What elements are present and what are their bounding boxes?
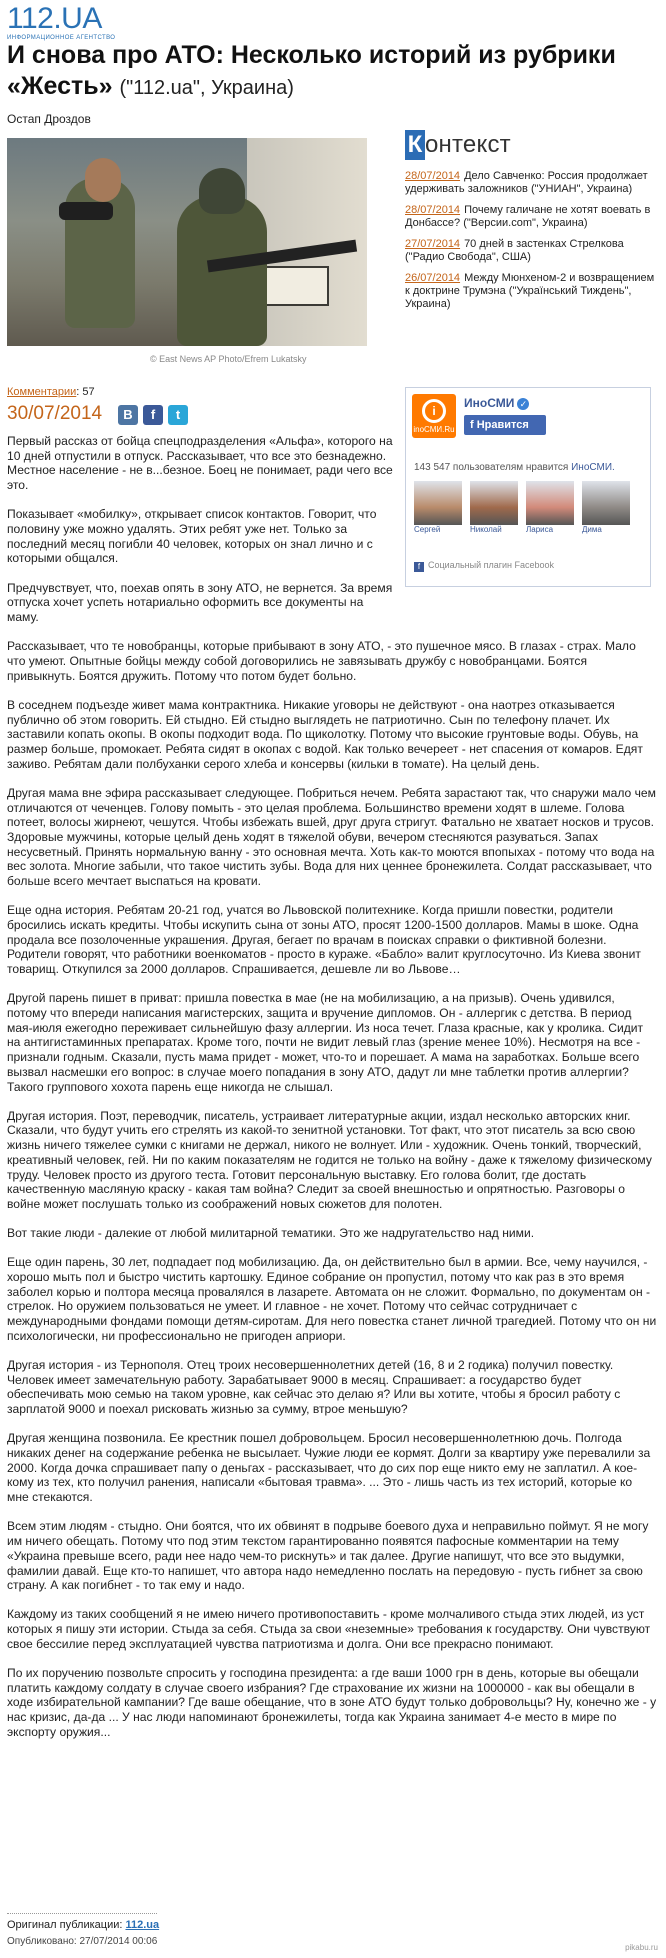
article-paragraph: Еще один парень, 30 лет, подпадает под мобилизацию. Да, он действительно был в армии. Все, чему научился, - хорошо мыть пол и быстро чистить картошку. Единое собрание он пропустил, потому что как раз в это время заболел корью и полтора месяца провалялся в лазарете. Автомата он не сложит. Формально, по документам он - стрелок. Но оружием пользоваться не умеет. И главное - не хочет. Потому что сейчас сотрудничает с международными фондами помощи детям-сиротам. Для него повестка станет личной трагедией. Потому что он ни психологически, ни профессионально не пригоден априори. bbox=[7, 1255, 657, 1343]
article-paragraph: Рассказывает, что те новобранцы, которые прибывают в зону АТО, - это пушечное мясо. В глазах - страх. Мало что умеют. Опытные бойцы между собой договорились не завязывать дружбу с новобранцами. Боятся привыкнуть. Боятся дружить. Потому что потом будет больно. bbox=[7, 639, 636, 683]
context-item[interactable] bbox=[405, 170, 655, 196]
context-item-title[interactable]: 70 дней в застенках Стрелкова ("Радио Свобода", США) bbox=[405, 238, 624, 263]
facebook-share-icon[interactable]: f bbox=[143, 405, 163, 425]
article-paragraph: Показывает «мобилку», открывает список контактов. Говорит, что половину уже можно удалять. Этих ребят уже нет. Только за последний месяц погибли 40 человек, которых он знал лично и с которыми общался. bbox=[7, 507, 377, 566]
article-paragraph: Другой парень пишет в приват: пришла повестка в мае (не на мобилизацию, а на призыв). Очень удивился, потому что впереди написания магистерских, защита и вручение дипломов. Он - аллергик с детства. В период мая-июля ежегодно переживает сильнейшую фазу аллергии. Из носа течет. Глаза красные, как у кролика. Сидит на антигистаминных препаратах. Кроме того, почти не видит левый глаз (зрение менее 10%). Несмотря на все - признали годным. Сказали, пусть мама придет - может, что-то и порешает. А мама на заработках. Больше всего вызвал насмешки его вопрос: в случае моего попадания в зону АТО, дадут ли мне таблетки против аллергии? Такого группового хохота парень еще никогда не слышал. bbox=[7, 991, 644, 1094]
article-paragraph: Другая история. Поэт, переводчик, писатель, устраивает литературные акции, издал несколько авторских книг. Сказали, что будут учить его стрелять из какой-то зенитной установки. Тот факт, что этот писатель за всю свою жизнь ничего тяжелее сумки с книгами не держал, никого не волнует. Или - художник. Очень тонкий, творческий, креативный человек, гей. Ни по каким показателям не годится не только на войну - даже к тяжелому физическому труду. Человек просто из другого теста. Готовит персональную выставку. Его голова болит, где достать качественную масляную краску - какая там война? Следит за своей внешностью и опрятностью. Разговоры о войне может послушать только из соображений новых сюжетов для полотен. bbox=[7, 1108, 652, 1211]
photo-caption: © East News AP Photo/Efrem Lukatsky bbox=[150, 354, 307, 364]
comments-count: 57 bbox=[82, 386, 95, 398]
article-paragraph: Другая мама вне эфира рассказывает следующее. Побриться нечем. Ребята зарастают так, что снаружи мало чем отличаются от чеченцев. Голову помыть - это целая проблема. Большинство времени ходят в шлеме. Голова потеет, волосы жирнеют, чешутся. Чтобы избежать вшей, друг друга стригут. Фатально не хватает носков и трусов. Здоровые мужчины, которые целый день ходят в тяжелой обуви, вечером стесняются разуваться. Запах несусветный. Принять нормальную ванну - это основная мечта. Хоть как-то моются впопыхах - потому что вода на вес золота. Многие забыли, что такое чистить зубы. Вода для них ценнее бронежилета. Солдат рассказывает, что больше всего мечтает выспаться на кровати. bbox=[7, 785, 656, 889]
article-paragraph: Каждому из таких сообщений я не имею ничего противопоставить - кроме молчаливого стыда этих людей, из уст которых я пишу эти истории. Стыда за себя. Стыда за свои «неземные» требования к государству. Они чувствуют свое бессилие перед эксплуатацией чувства патриотизма и долга. Они все прекрасно понимают. bbox=[7, 1607, 651, 1651]
context-item[interactable] bbox=[405, 238, 655, 264]
article-date: 30/07/2014 bbox=[7, 403, 103, 424]
fan-name: Сергей bbox=[414, 525, 441, 534]
article-paragraph: По их поручению позвольте спросить у господина президента: а где ваши 1000 грн в день, которые вы обещали платить каждому солдату в случае своего избрания? Где страхование их жизни на 1000000 - как вы обещали в ходе избирательной кампании? Где ваше обещание, что в зоне АТО будут только добровольцы? Ну, конечно же - у нас кризис, да-да ... У нас люди напоминают бронежилеты, тогда как Украина занимает 4-е место в мире по экспорту оружия... bbox=[7, 1666, 657, 1739]
article-paragraph: Предчувствует, что, поехав опять в зону АТО, не вернется. За время отпуска хочет успеть нотариально оформить все документы на маму. bbox=[7, 580, 393, 625]
facebook-icon: f bbox=[414, 562, 424, 572]
context-item-title[interactable]: Дело Савченко: Россия продолжает удерживать заложников ("УНИАН", Украина) bbox=[405, 170, 648, 195]
context-item[interactable] bbox=[405, 272, 655, 311]
vk-share-icon[interactable]: B bbox=[118, 405, 138, 425]
article-title bbox=[7, 40, 657, 104]
context-item[interactable] bbox=[405, 204, 655, 230]
fan-name: Дима bbox=[582, 525, 602, 534]
verified-icon: ✓ bbox=[517, 398, 529, 410]
logo-text: 112.UA bbox=[7, 2, 102, 35]
like-button[interactable]: f Нравится bbox=[464, 415, 546, 435]
article-paragraph: Вот такие люди - далекие от любой милитарной тематики. Это же надругательство над ними. bbox=[7, 1226, 535, 1241]
article-paragraph: Первый рассказ от бойца спецподразделения «Альфа», которого на 10 дней отпустили в отпуск. Рассказывает, что все это безнадежно. Местное население - не в...безное. Боец не понимает, ради чего все это. bbox=[7, 434, 393, 493]
fan-name: Лариса bbox=[526, 525, 554, 534]
site-logo[interactable] bbox=[7, 4, 115, 41]
article-paragraph: Другая женщина позвонила. Ее крестник пошел добровольцем. Бросил несовершеннолетнюю дочь. Полгода никаких денег на содержание ребенка не высылает. Чужие люди ее кормят. Долги за квартиру уже перевалили за 2000. Когда дочка спрашивает папу о деньгах - рассказывает, что до сих пор еще никто ему не заплатил. А кое-кому из тех, кто получил ранения, написали «бытовая травма». ... Это - лишь часть из тех историй, которые ко мне стекаются. bbox=[7, 1431, 651, 1505]
title-source: ("112.ua", Украина) bbox=[119, 77, 294, 99]
context-panel bbox=[405, 130, 655, 311]
article-paragraph: Другая история - из Тернополя. Отец троих несовершеннолетних детей (16, 8 и 2 годика) получил повестку. Человек имеет замечательную работу. Зарабатывает 9000 в месяц. Спрашивает: а государство будет обеспечивать мою семью на таком уровне, как сейчас это делаю я? Или вы хотите, чтобы я бросил работу с зарплатой 9000 и поехал рисковать жизнью за сумму, втрое меньшую? bbox=[7, 1358, 621, 1417]
article-paragraph: В соседнем подъезде живет мама контрактника. Никакие уговоры не действуют - она наотрез отказывается публично об этом говорить. Ей стыдно. Ей стыдно выглядеть не патриотично. Сын по телефону плачет. Их заставили копать окопы. В окопы подходит вода. По щиколотку. Потому что высокие грунтовые воды. Обувь, на размер больше, промокает. Ребята сидят в окопах с водой. Как только вечереет - нет спасения от комаров. Едят заживо. Ребятам дали полбуханки серого хлеба и консервы (кильки в томате). На целый день. bbox=[7, 697, 643, 771]
inosmi-logo-icon[interactable]: i inoСМИ.Ru bbox=[412, 394, 456, 438]
widget-page-name[interactable]: ИноСМИ ✓ bbox=[464, 396, 529, 410]
article-paragraph: Всем этим людям - стыдно. Они боятся, что их обвинят в подрыве боевого духа и неправильно поймут. Я не могу им ничего обещать. Потому что под этим текстом гарантированно появятся пафосные комментарии на тему «Украина превыше всего, ради нее надо чем-то рискнуть» и так далее. Другие напишут, что все это выдумки, фамилии давай. Еще кто-то напишет, что автора надо немедленно послать на передовую - пусть гибнет за свою страну. А как погибнет - то так ему и надо. bbox=[7, 1519, 649, 1593]
comments-counter: Комментарии: 57 bbox=[7, 386, 95, 398]
plugin-footer: f Социальный плагин Facebook bbox=[414, 560, 554, 572]
context-item-title[interactable]: Между Мюнхеном-2 и возвращением к доктрине Трумэна ("Український Тиждень", Украина) bbox=[405, 272, 655, 310]
article-photo bbox=[7, 138, 367, 346]
watermark: pikabu.ru bbox=[625, 1943, 658, 1952]
fans-count: 143 547 пользователям нравится ИноСМИ. bbox=[414, 462, 615, 473]
divider bbox=[7, 1913, 157, 1914]
article-body bbox=[7, 434, 657, 1754]
original-source: Оригинал публикации: 112.ua bbox=[7, 1919, 160, 1931]
twitter-share-icon[interactable]: t bbox=[168, 405, 188, 425]
article-paragraph: Еще одна история. Ребятам 20-21 год, учатся во Львовской политехнике. Когда пришли повестки, родители бросились искать кредиты. Чтобы искупить сына от зоны АТО, просят 1200-1500 долларов. Мамы в шоке. Одна продала все позолоченные украшения. Другая, бегает по врачам в поисках справки о фиктивной болезни. Родители говорят, что работники военкоматов - просто в кураже. «Бабло» валит круглосуточно. Из Киева звонит товарищ. Откупился за 2000 долларов. Спрашивается, дешевле ли во Львове… bbox=[7, 903, 641, 977]
context-item-date[interactable]: 28/07/2014 bbox=[405, 204, 461, 216]
context-item-date[interactable]: 28/07/2014 bbox=[405, 170, 461, 182]
title-main: И снова про АТО: Несколько историй из рубрики «Жесть» bbox=[7, 41, 616, 100]
article-author[interactable]: Остап Дроздов bbox=[7, 112, 91, 126]
published-date: Опубликовано: 27/07/2014 00:06 bbox=[7, 1936, 158, 1947]
context-item-title[interactable]: Почему галичане не хотят воевать в Донбассе? ("Версии.com", Украина) bbox=[405, 204, 651, 229]
logo-subtitle: ИНФОРМАЦИОННОЕ АГЕНТСТВО bbox=[7, 35, 116, 41]
share-buttons bbox=[118, 405, 188, 425]
context-item-date[interactable]: 26/07/2014 bbox=[405, 272, 461, 284]
fan-name: Николай bbox=[470, 525, 502, 534]
original-link[interactable]: 112.ua bbox=[125, 1919, 160, 1931]
context-item-date[interactable]: 27/07/2014 bbox=[405, 238, 461, 250]
comments-link[interactable]: Комментарии bbox=[7, 386, 77, 398]
context-heading: К онтекст bbox=[405, 130, 655, 161]
